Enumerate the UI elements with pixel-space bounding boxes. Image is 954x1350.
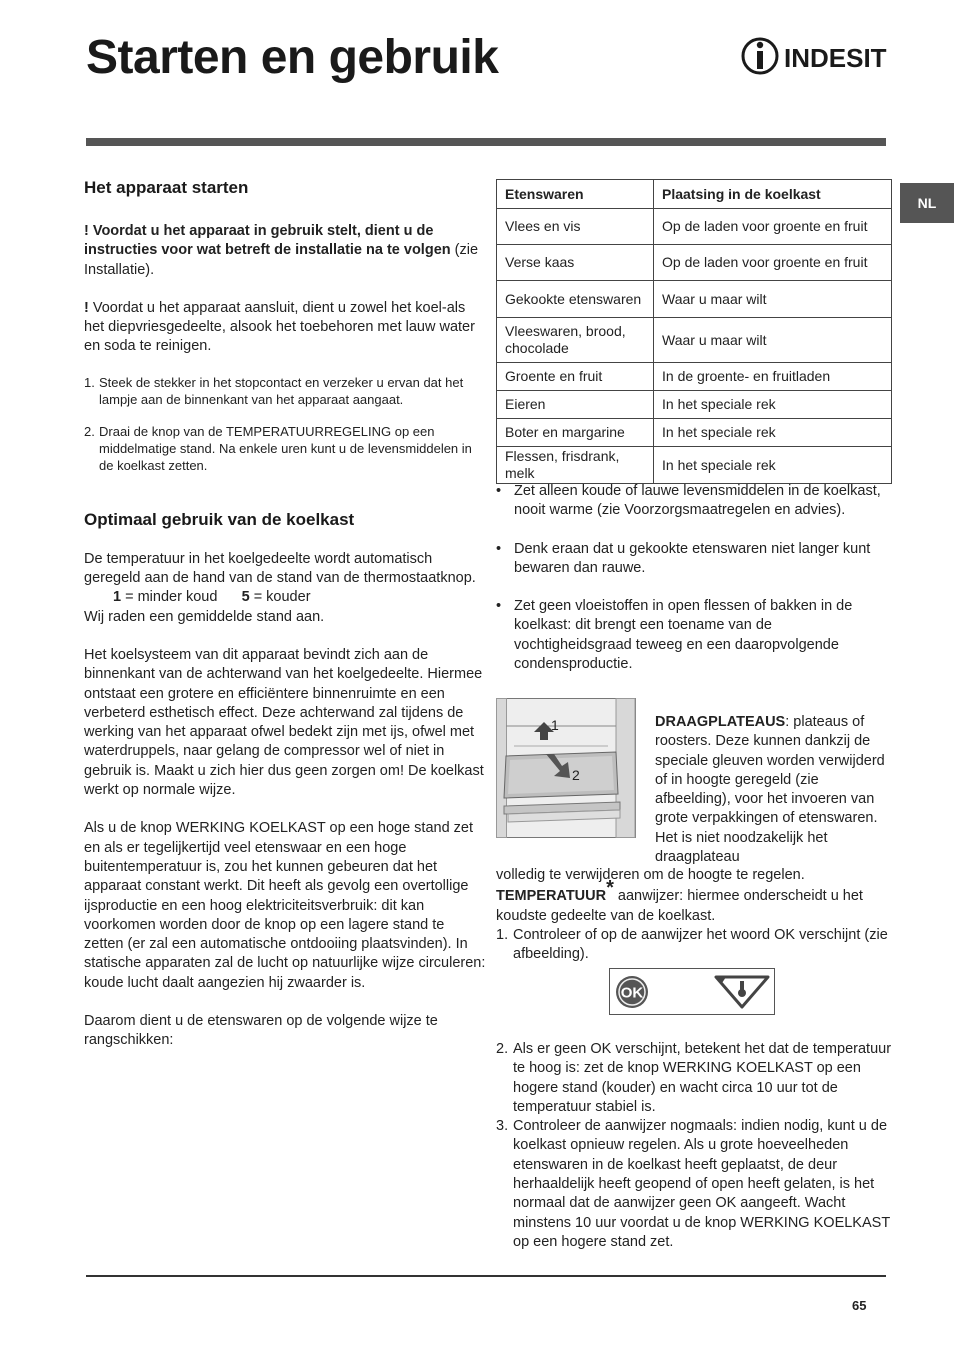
temperature-section [496, 866, 892, 964]
section-title-start: Het apparaat starten [84, 178, 249, 197]
start-steps [84, 374, 486, 474]
table-row [497, 318, 892, 363]
table-header-row [497, 180, 892, 209]
shelf-illustration [496, 698, 636, 838]
food-placement-table [496, 179, 892, 484]
temperature-indicator-icon [716, 977, 768, 1007]
paragraph-thermostat: De temperatuur in het koelgedeelte wordt automatisch geregeld aan de hand van de stand van de thermostaatknop. [84, 550, 476, 587]
right-column [496, 482, 892, 674]
table-cell: Flessen, frisdrank, melk [497, 447, 654, 484]
brand-name: INDESIT [784, 43, 887, 73]
page-title: Starten en gebruik [86, 31, 499, 84]
left-column [84, 178, 486, 1051]
indesit-logo [740, 34, 900, 78]
section-title-usage: Optimaal gebruik van de koelkast [84, 509, 355, 529]
table-row [497, 447, 892, 484]
table-cell: In het speciale rek [654, 447, 892, 484]
table-header: Etenswaren [497, 180, 654, 209]
thermostat-scale: 1 = minder koud 5 = kouder [113, 589, 311, 606]
table-cell: Vleeswaren, brood, chocolade [497, 318, 654, 363]
table-cell: In het speciale rek [654, 391, 892, 419]
bullet-item: • Zet alleen koude of lauwe levensmiddelen in de koelkast, nooit warme (zie Voorzorgsmaatregelen en advies). [496, 483, 881, 519]
table-cell: Boter en margarine [497, 419, 654, 447]
temperature-steps [496, 1040, 892, 1252]
paragraph-recommend: Wij raden een gemiddelde stand aan. [84, 608, 325, 625]
shelves-description: DRAAGPLATEAUS: plateaus of roosters. Deze kunnen dankzij de speciale gleuven worden verwijderd of in hoogte geregeld (zie afbeelding), voor het invoeren van grote verpakkingen of etenswaren. Het is niet noodzakelijk het draagplateau [655, 714, 885, 866]
language-tab: NL [900, 183, 954, 223]
table-cell: Verse kaas [497, 245, 654, 281]
temp-step-3: 3. Controleer de aanwijzer nogmaals: indien nodig, kunt u de koelkast opnieuw regelen. Als u grote hoeveelheden etenswaren in de koelkast heeft geplaatst, de deur herhaaldelijk heeft geopend of open heeft gelaten, is het normaal dat de aanwijzer geen OK aangeeft. Wacht minstens 10 uur voordat u de knop WERKING KOELKAST op een hogere stand zet. [496, 1118, 890, 1250]
paragraph-high-setting: Als u de knop WERKING KOELKAST op een hoge stand zet en als er tegelijkertijd veel etenswaar en een hoge buitentemperatuur is, zou het kunnen gebeuren dat het apparaat constant werkt. Dit heeft als gevolg een overtollige ijsproductie en een hoog elektriciteitsverbruik: dit kan voorkomen worden door de knop op een lagere stand te zetten (er zal een automatische ontdooiing plaatsvinden). In statische apparaten zal de lucht op natuurlijke wijze circuleren: koude lucht daalt aangezien hij zwaarder is. [84, 820, 486, 991]
ok-indicator-illustration [609, 968, 775, 1015]
paragraph-cooling-system: Het koelsysteem van dit apparaat bevindt zich aan de binnenkant van de achterwand van het koelgedeelte. Hiermee ontstaat een grotere en efficiëntere binnenruimte en een verbeterd esthetisch effect. Deze achterwand zal tijdens de werking van het apparaat ofwel bedekt zijn met ijs, ofwel met waterdruppels, naar gelang de compressor wel of niet in gebruik is. Maakt u zich hier dus geen zorgen om! De koelkast werkt op normale wijze. [84, 646, 484, 799]
table-cell: Waar u maar wilt [654, 318, 892, 363]
temperature-description: TEMPERATUUR* aanwijzer: hiermee onderscheidt u het koudste gedeelte van de koelkast. [496, 877, 863, 924]
paragraph-arrange: Daarom dient u de etenswaren op de volgende wijze te rangschikken: [84, 1013, 438, 1049]
bullet-item: • Zet geen vloeistoffen in open flessen of bakken in de koelkast: dit brengt een toename van de vochtigheidsgraad teweeg en een daaropvolgende condensproductie. [496, 598, 853, 673]
table-cell: Gekookte etenswaren [497, 281, 654, 318]
ok-label: OK [620, 984, 644, 1002]
footer-rule [86, 1275, 886, 1277]
table-row [497, 391, 892, 419]
table-header: Plaatsing in de koelkast [654, 180, 892, 209]
header-rule [86, 138, 886, 146]
table-row [497, 281, 892, 318]
table-cell: Waar u maar wilt [654, 281, 892, 318]
step-2: 2. Draai de knop van de TEMPERATUURREGELING op een middelmatige stand. Na enkele uren kunt u de levensmiddelen in de koelkast zetten. [84, 423, 472, 473]
table-cell: In het speciale rek [654, 419, 892, 447]
table-row [497, 419, 892, 447]
table-cell: Eieren [497, 391, 654, 419]
page-number: 65 [852, 1298, 867, 1313]
table-cell: Groente en fruit [497, 363, 654, 391]
warning-cleaning: ! Voordat u het apparaat aansluit, dient u zowel het koel-als het diepvriesgedeelte, alsook het toebehoren met lauw water en soda te reinigen. [84, 299, 475, 355]
table-cell: Op de laden voor groente en fruit [654, 245, 892, 281]
bullet-item: • Denk eraan dat u gekookte etenswaren niet langer kunt bewaren dan rauwe. [496, 540, 871, 576]
temp-step-1: 1. Controleer of op de aanwijzer het woord OK verschijnt (zie afbeelding). [496, 926, 888, 963]
table-row [497, 245, 892, 281]
temp-step-2: 2. Als er geen OK verschijnt, betekent het dat de temperatuur te hoog is: zet de knop WERKING KOELKAST op een hogere stand (kouder) en wacht circa 10 uur tot de temperatuur stabiel is. [496, 1041, 892, 1115]
table-cell: Vlees en vis [497, 209, 654, 245]
shelf-label-2: 2 [572, 767, 580, 783]
table-row [497, 209, 892, 245]
table-cell: Op de laden voor groente en fruit [654, 209, 892, 245]
shelves-description-continued: volledig te verwijderen om de hoogte te regelen. [496, 867, 805, 883]
warning-installation: ! Voordat u het apparaat in gebruik stelt, dient u de instructies voor wat betreft de installatie na te volgen (zie Installatie). [84, 223, 479, 278]
table-row [497, 363, 892, 391]
step-1: 1. Steek de stekker in het stopcontact en verzeker u ervan dat het lampje aan de binnenkant van het apparaat aangaat. [84, 374, 464, 407]
shelf-label-1: 1 [551, 717, 559, 733]
table-cell: In de groente- en fruitladen [654, 363, 892, 391]
